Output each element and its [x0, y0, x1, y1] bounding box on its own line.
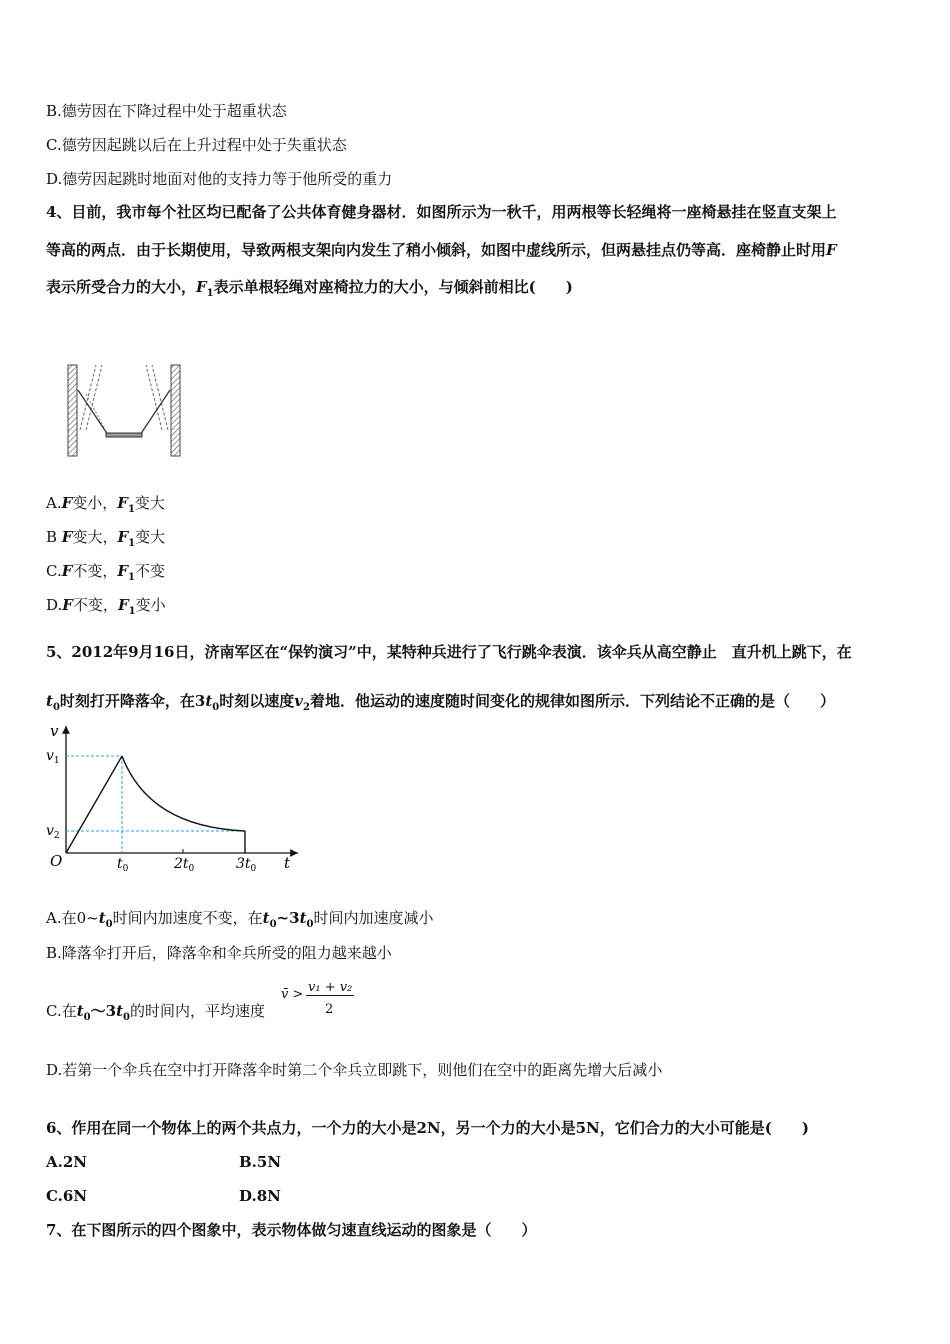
q4-option-a-mid: 变小，	[72, 494, 118, 512]
q5-frac-num: v₁ + v₂	[308, 980, 353, 995]
right-support	[171, 365, 180, 456]
2t0-label	[173, 856, 195, 874]
q5-option-c-t0b-sub: 0	[123, 1012, 130, 1023]
q6-option-d: D.8N	[239, 1187, 281, 1205]
q5-option-a-t0-sub: 0	[105, 919, 113, 930]
right-rope	[140, 390, 170, 435]
3t0-label	[236, 856, 257, 874]
v2-label-sub: 2	[53, 831, 60, 841]
q4-option-d-label: D.	[46, 596, 63, 614]
q5-v2-sub: 2	[303, 702, 310, 713]
q7-stem: 7、在下图所示的四个图象中，表示物体做匀速直线运动的图象是（ ）	[46, 1221, 537, 1239]
q5-v2: v	[294, 692, 303, 710]
q5-frac-den: 2	[325, 1002, 334, 1017]
q5-option-a-t0c: t	[299, 909, 307, 927]
q4-option-a-post: 变大	[134, 494, 165, 512]
q6-stem: 6、作用在同一个物体上的两个共点力，一个力的大小是2N，另一个力的大小是5N，它们合力的大小可能是( )	[46, 1119, 809, 1137]
q5-stem-line2	[46, 691, 835, 718]
v2-label-main: v	[46, 823, 54, 839]
q5-option-c-text-c: 的时间内，平均速度	[129, 1002, 265, 1020]
q4-symbol-f1: F	[196, 278, 207, 296]
q4-stem-line3-text: 表示所受合力的大小，	[46, 278, 197, 296]
q5-option-b: B.降落伞打开后，降落伞和伞兵所受的阻力越来越小	[46, 944, 392, 962]
q5-option-c-text-b: ～3	[90, 1002, 117, 1020]
q4-stem-line3	[46, 277, 573, 304]
q4-option-c-post: 不变	[135, 562, 166, 580]
q3-option-b: B.德劳因在下降过程中处于超重状态	[46, 102, 287, 120]
q4-option-d-f1-sub: 1	[128, 606, 136, 617]
q6-option-a: A.2N	[46, 1153, 88, 1171]
q5-option-a-t0: t	[98, 909, 106, 927]
q5-t0: t	[46, 692, 53, 710]
v1-label	[46, 748, 60, 766]
swing-figure	[60, 360, 190, 460]
q4-option-d-mid: 不变，	[72, 596, 118, 614]
q4-option-d-post: 变小	[135, 596, 166, 614]
q5-t0-sub: 0	[52, 702, 60, 713]
velocity-decay	[122, 756, 245, 831]
2t0-label-sub: 0	[188, 864, 195, 874]
t0-label-main: t	[117, 856, 123, 872]
q4-option-a-f1: F	[117, 494, 128, 512]
3t0-label-sub: 0	[250, 864, 257, 874]
origin-label: O	[50, 852, 63, 870]
q5-option-c-text-a: C.在	[46, 1002, 77, 1020]
q5-vbar: v̄ >	[281, 987, 304, 1002]
q5-line2-text-a: 时刻打开降落伞，在3	[59, 692, 206, 710]
q4-option-c-label: C.	[46, 562, 62, 580]
q4-option-c-f1-sub: 1	[128, 572, 136, 583]
q6-option-b: B.5N	[239, 1153, 282, 1171]
q5-3t0-sub: 0	[212, 702, 220, 713]
q4-option-d	[46, 595, 166, 622]
q4-option-b-mid: 变大，	[72, 528, 118, 546]
q5-option-d: D.若第一个伞兵在空中打开降落伞时第二个伞兵立即跳下，则他们在空中的距离先增大后减小	[46, 1061, 663, 1079]
q4-option-c-f: F	[61, 562, 73, 580]
q3-option-d: D.德劳因起跳时地面对他的支持力等于他所受的重力	[46, 170, 393, 188]
q5-option-c-t0: t	[76, 1002, 84, 1020]
q4-option-b-post: 变大	[135, 528, 166, 546]
q4-option-b-f1-sub: 1	[128, 538, 136, 549]
q5-line2-text-b: 时刻以速度	[219, 692, 295, 710]
q5-option-c-t0-sub: 0	[83, 1012, 91, 1023]
q4-option-b	[46, 527, 165, 554]
q5-option-a-text-b: 时间内加速度不变，在	[112, 909, 263, 927]
q5-option-a-t0c-sub: 0	[306, 919, 314, 930]
q4-stem-line2-text: 等高的两点．由于长期使用，导致两根支架向内发生了稍小倾斜，如图中虚线所示，但两悬挂点仍等高．座椅静止时用	[46, 241, 827, 259]
q5-option-a	[46, 908, 433, 935]
q5-3t0: t	[205, 692, 213, 710]
q5-option-c-t0b: t	[116, 1002, 123, 1020]
velocity-rise	[66, 756, 122, 853]
q4-option-a	[46, 493, 165, 520]
q5-option-a-text-d: 时间内加速度减小	[313, 909, 434, 927]
q5-option-a-text-c: ~3	[276, 909, 300, 927]
q4-option-c-mid: 不变，	[72, 562, 118, 580]
q5-option-a-t0b: t	[262, 909, 270, 927]
q4-stem-line2	[46, 240, 837, 260]
3t0-label-main: 3t	[236, 856, 251, 872]
q5-line2-text-c: 着地．他运动的速度随时间变化的规律如图所示．下列结论不正确的是（ ）	[309, 692, 835, 710]
q4-option-d-f: F	[62, 596, 73, 614]
q6-option-c: C.6N	[46, 1187, 88, 1205]
v1-label-sub: 1	[53, 756, 60, 766]
t0-label-sub: 0	[122, 864, 129, 874]
q5-option-a-text-a: A.在0~	[46, 909, 99, 927]
v-axis-label: v	[50, 722, 59, 740]
q4-option-b-label: B	[46, 528, 62, 546]
q5-option-c	[46, 1001, 265, 1028]
q3-option-c: C.德劳因起跳以后在上升过程中处于失重状态	[46, 136, 347, 154]
q5-stem-line1: 5、2012年9月16日，济南军区在“保钓演习”中，某特种兵进行了飞行跳伞表演．该伞兵从高空静止 直升机上跳下，在	[46, 643, 852, 661]
q4-option-a-label: A.	[46, 494, 62, 512]
q4-stem-line3-tail: 表示单根轻绳对座椅拉力的大小，与倾斜前相比( )	[213, 278, 573, 296]
q4-option-c-f1: F	[117, 562, 129, 580]
2t0-label-main: 2t	[174, 856, 189, 872]
vt-graph	[40, 718, 310, 878]
left-rope	[78, 390, 108, 435]
t-axis-label: t	[284, 854, 291, 872]
q4-option-d-f1: F	[117, 596, 129, 614]
q4-option-b-f1: F	[117, 528, 129, 546]
q4-option-a-f1-sub: 1	[127, 504, 135, 515]
q4-option-c	[46, 561, 165, 588]
t0-label	[117, 856, 129, 874]
q4-stem-line1: 4、目前，我市每个社区均已配备了公共体育健身器材．如图所示为一秋千，用两根等长轻绳将一座椅悬挂在竖直支架上	[46, 203, 837, 221]
q4-symbol-f1-sub: 1	[206, 288, 214, 299]
q4-option-a-f: F	[61, 494, 73, 512]
v1-label-main: v	[46, 748, 54, 764]
q4-option-b-f: F	[61, 528, 73, 546]
q5-option-a-t0b-sub: 0	[269, 919, 277, 930]
left-rope-dashed	[86, 394, 108, 435]
q4-symbol-f: F	[826, 241, 837, 259]
swing-seat	[106, 433, 142, 437]
v2-label	[46, 823, 60, 841]
left-support	[68, 365, 77, 456]
